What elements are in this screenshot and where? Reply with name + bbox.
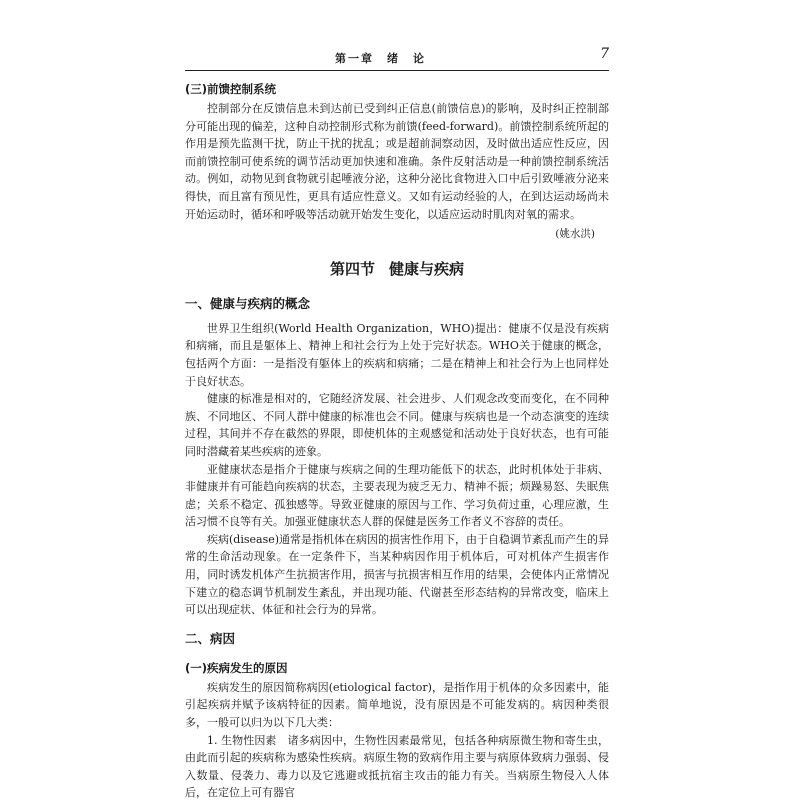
paragraph-feedforward: 控制部分在反馈信息未到达前已受到纠正信息(前馈信息)的影响，及时纠正控制部分可能出现的偏差，这种自动控制形式称为前馈(feed-forward)。前馈控制系统所起的作用是预先监测干扰，防止干扰的扰乱；或是超前洞察动因，及时做出适应性反应，因而前馈控制可使系统的调节活动更加快速和准确。条件反射活动是一种前馈控制系统活动。例如，动物见到食物就引起唾液分泌，这种分泌比食物进入口中后引致唾液分泌来得快，而且富有预见性，更具有适应性意义。又如有运动经验的人，在到达运动场尚未开始运动时，循环和呼吸等活动就开始发生变化，以适应运动时肌肉对氧的需求。	[185, 102, 609, 221]
paragraph-disease-definition: 疾病(disease)通常是指机体在病因的损害性作用下，由于自稳调节紊乱而产生的异常的生命活动现象。在一定条件下，当某种病因作用于机体后，可对机体产生损害作用，同时诱发机体产生抗损害作用，损害与抗损害相互作用的结果，会使体内正常情况下建立的稳态调节机制发生紊乱，并出现功能、代谢甚至形态结构的异常改变，临床上可以出现症状、体征和社会行为的异常。	[185, 532, 610, 617]
heading-health-concept: 一、健康与疾病的概念	[185, 295, 311, 311]
section-title	[185, 258, 609, 280]
author-credit: (姚水洪)	[555, 228, 595, 241]
running-header	[185, 46, 609, 71]
page-number: 7	[600, 46, 609, 62]
subsection-heading-feedforward: (三)前馈控制系统	[185, 82, 277, 96]
section-name: 健康与疾病	[389, 259, 465, 278]
paragraph-subhealth: 亚健康状态是指介于健康与疾病之间的生理功能低下的状态，此时机体处于非病、非健康并有可能趋向疾病的状态，主要表现为疲乏无力、精神不振；烦躁易怒、失眠焦虑；关系不稳定、孤独感等。导致亚健康的原因与工作、学习负荷过重，心理应激，生活习惯不良等有关。加强亚健康状态人群的保健是医务工作者义不容辞的责任。	[185, 462, 609, 529]
heading-etiology: 二、病因	[185, 630, 236, 646]
running-title: 第一章 绪 论	[335, 52, 426, 65]
paragraph-etiology-intro: 疾病发生的原因简称病因(etiological factor)，是指作用于机体的众多因素中，能引起疾病并赋予该病特征的因素。简单地说，没有原因是不可能发病的。病因种类很多，一般可以归为以下几大类：	[185, 680, 609, 730]
section-number: 第四节	[329, 259, 375, 278]
paragraph-who-definition: 世界卫生组织(World Health Organization，WHO)提出：健康不仅是没有疾病和病痛，而且是躯体上、精神上和社会行为上处于完好状态。WHO关于健康的概念，包括两个方面：一是指没有躯体上的疾病和病痛；二是在精神上和社会行为上也同样处于良好状态。	[185, 321, 609, 388]
paragraph-biological-factors: 1. 生物性因素 诸多病因中，生物性因素最常见，包括各种病原微生物和寄生虫，由此而引起的疾病称为感染性疾病。病原生物的致病作用主要与病原体致病力强弱、侵入数量、侵袭力、毒力以及它逃避或抵抗宿主攻击的能力有关。当病原生物侵入人体后，在定位上可有器官	[185, 733, 609, 800]
paragraph-health-standard: 健康的标准是相对的，它随经济发展、社会进步、人们观念改变而变化，在不同种族、不同地区、不同人群中健康的标准也会不同。健康与疾病也是一个动态演变的连续过程，其间并不存在截然的界限，即使机体的主观感觉和活动处于良好状态，也有可能同时潜藏着某些疾病的迹象。	[185, 392, 609, 458]
page-content	[185, 80, 609, 802]
subheading-disease-causes: (一)疾病发生的原因	[185, 660, 288, 675]
